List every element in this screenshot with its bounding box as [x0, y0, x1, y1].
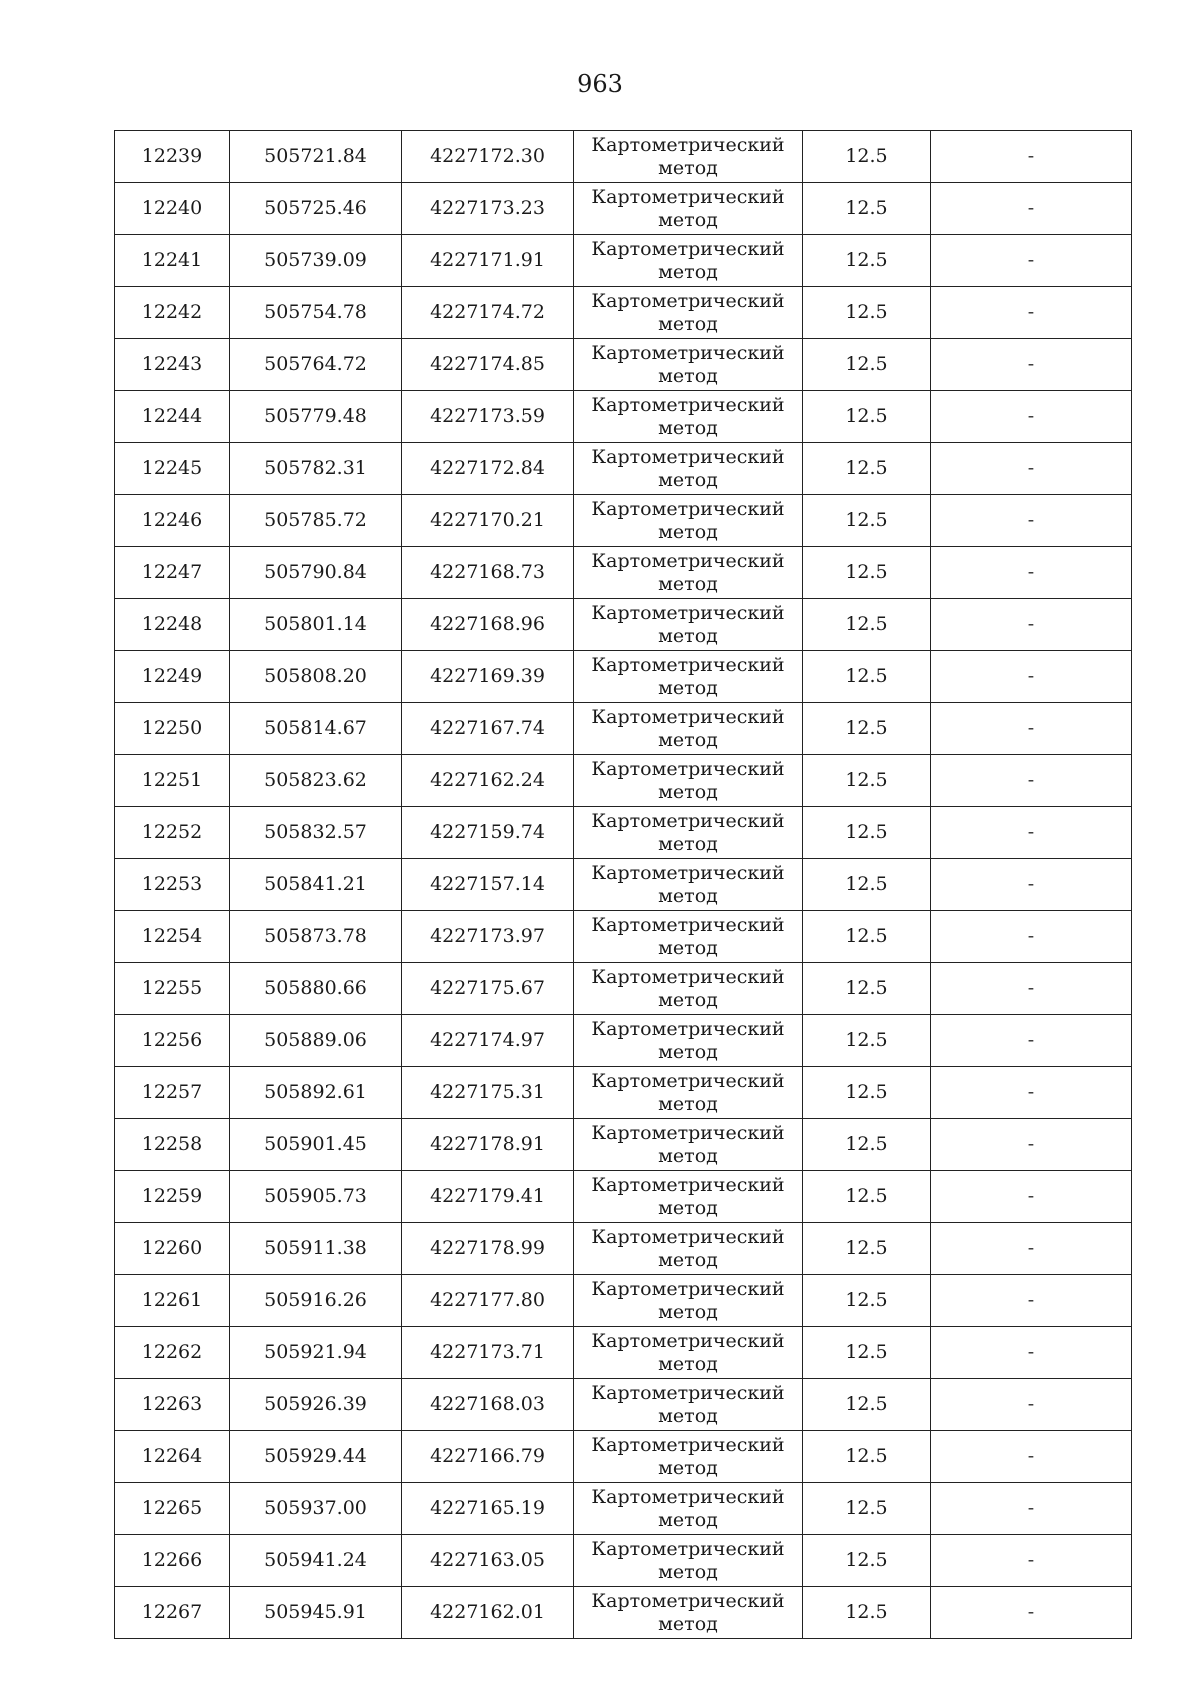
- x-coordinate-cell: 505937.00: [230, 1483, 402, 1535]
- accuracy-cell: 12.5: [803, 703, 931, 755]
- accuracy-cell: 12.5: [803, 1119, 931, 1171]
- y-coordinate-cell: 4227178.91: [402, 1119, 574, 1171]
- table-row: [115, 1587, 1132, 1639]
- accuracy-cell: 12.5: [803, 963, 931, 1015]
- x-coordinate-cell: 505808.20: [230, 651, 402, 703]
- table-row: [115, 183, 1132, 235]
- y-coordinate-cell: 4227167.74: [402, 703, 574, 755]
- method-text-line1: Картометрический: [591, 913, 785, 936]
- y-coordinate-cell: 4227162.01: [402, 1587, 574, 1639]
- method-cell: [574, 287, 803, 339]
- accuracy-cell: 12.5: [803, 1275, 931, 1327]
- point-id-cell: 12253: [115, 859, 230, 911]
- x-coordinate-cell: 505929.44: [230, 1431, 402, 1483]
- point-id-cell: 12261: [115, 1275, 230, 1327]
- table-row: [115, 807, 1132, 859]
- method-text-line1: Картометрический: [591, 1381, 785, 1404]
- note-cell: -: [931, 131, 1132, 183]
- x-coordinate-cell: 505779.48: [230, 391, 402, 443]
- point-id-cell: 12242: [115, 287, 230, 339]
- x-coordinate-cell: 505911.38: [230, 1223, 402, 1275]
- method-text-line2: метод: [658, 260, 718, 283]
- point-id-cell: 12263: [115, 1379, 230, 1431]
- method-text-line2: метод: [658, 1352, 718, 1375]
- method-cell: [574, 1327, 803, 1379]
- accuracy-cell: 12.5: [803, 495, 931, 547]
- note-cell: -: [931, 1587, 1132, 1639]
- y-coordinate-cell: 4227175.67: [402, 963, 574, 1015]
- note-cell: -: [931, 443, 1132, 495]
- y-coordinate-cell: 4227162.24: [402, 755, 574, 807]
- note-cell: -: [931, 339, 1132, 391]
- x-coordinate-cell: 505945.91: [230, 1587, 402, 1639]
- x-coordinate-cell: 505725.46: [230, 183, 402, 235]
- point-id-cell: 12240: [115, 183, 230, 235]
- point-id-cell: 12255: [115, 963, 230, 1015]
- method-cell: [574, 755, 803, 807]
- method-text-line2: метод: [658, 624, 718, 647]
- point-id-cell: 12239: [115, 131, 230, 183]
- accuracy-cell: 12.5: [803, 807, 931, 859]
- method-cell: [574, 1275, 803, 1327]
- y-coordinate-cell: 4227173.97: [402, 911, 574, 963]
- method-cell: [574, 963, 803, 1015]
- method-cell: [574, 807, 803, 859]
- y-coordinate-cell: 4227168.03: [402, 1379, 574, 1431]
- note-cell: -: [931, 1223, 1132, 1275]
- method-cell: [574, 911, 803, 963]
- x-coordinate-cell: 505814.67: [230, 703, 402, 755]
- x-coordinate-cell: 505892.61: [230, 1067, 402, 1119]
- point-id-cell: 12265: [115, 1483, 230, 1535]
- x-coordinate-cell: 505790.84: [230, 547, 402, 599]
- method-text-line1: Картометрический: [591, 1069, 785, 1092]
- table-row: [115, 1171, 1132, 1223]
- note-cell: -: [931, 1379, 1132, 1431]
- method-cell: [574, 1171, 803, 1223]
- y-coordinate-cell: 4227172.30: [402, 131, 574, 183]
- table-row: [115, 1483, 1132, 1535]
- note-cell: -: [931, 1119, 1132, 1171]
- point-id-cell: 12257: [115, 1067, 230, 1119]
- accuracy-cell: 12.5: [803, 1535, 931, 1587]
- method-text-line2: метод: [658, 1248, 718, 1271]
- method-text-line1: Картометрический: [591, 1277, 785, 1300]
- method-text-line1: Картометрический: [591, 705, 785, 728]
- x-coordinate-cell: 505841.21: [230, 859, 402, 911]
- point-id-cell: 12264: [115, 1431, 230, 1483]
- table-row: [115, 495, 1132, 547]
- table-row: [115, 1535, 1132, 1587]
- method-text-line1: Картометрический: [591, 653, 785, 676]
- method-text-line2: метод: [658, 676, 718, 699]
- note-cell: -: [931, 703, 1132, 755]
- y-coordinate-cell: 4227174.85: [402, 339, 574, 391]
- point-id-cell: 12244: [115, 391, 230, 443]
- table-row: [115, 1223, 1132, 1275]
- method-text-line2: метод: [658, 1300, 718, 1323]
- accuracy-cell: 12.5: [803, 287, 931, 339]
- method-cell: [574, 1015, 803, 1067]
- accuracy-cell: 12.5: [803, 1379, 931, 1431]
- accuracy-cell: 12.5: [803, 1327, 931, 1379]
- table-row: [115, 1379, 1132, 1431]
- x-coordinate-cell: 505764.72: [230, 339, 402, 391]
- method-cell: [574, 183, 803, 235]
- note-cell: -: [931, 1067, 1132, 1119]
- y-coordinate-cell: 4227178.99: [402, 1223, 574, 1275]
- note-cell: -: [931, 547, 1132, 599]
- accuracy-cell: 12.5: [803, 1223, 931, 1275]
- method-cell: [574, 651, 803, 703]
- table-row: [115, 131, 1132, 183]
- method-text-line1: Картометрический: [591, 237, 785, 260]
- method-text-line1: Картометрический: [591, 1433, 785, 1456]
- table-row: [115, 1327, 1132, 1379]
- x-coordinate-cell: 505905.73: [230, 1171, 402, 1223]
- method-text-line1: Картометрический: [591, 1589, 785, 1612]
- method-text-line2: метод: [658, 1196, 718, 1219]
- point-id-cell: 12267: [115, 1587, 230, 1639]
- note-cell: -: [931, 1431, 1132, 1483]
- accuracy-cell: 12.5: [803, 1171, 931, 1223]
- accuracy-cell: 12.5: [803, 1587, 931, 1639]
- note-cell: -: [931, 911, 1132, 963]
- x-coordinate-cell: 505801.14: [230, 599, 402, 651]
- accuracy-cell: 12.5: [803, 651, 931, 703]
- method-text-line1: Картометрический: [591, 133, 785, 156]
- y-coordinate-cell: 4227169.39: [402, 651, 574, 703]
- y-coordinate-cell: 4227163.05: [402, 1535, 574, 1587]
- x-coordinate-cell: 505785.72: [230, 495, 402, 547]
- method-cell: [574, 495, 803, 547]
- method-cell: [574, 443, 803, 495]
- method-text-line1: Картометрический: [591, 1225, 785, 1248]
- method-text-line1: Картометрический: [591, 289, 785, 312]
- point-id-cell: 12266: [115, 1535, 230, 1587]
- x-coordinate-cell: 505921.94: [230, 1327, 402, 1379]
- x-coordinate-cell: 505721.84: [230, 131, 402, 183]
- y-coordinate-cell: 4227173.23: [402, 183, 574, 235]
- page-number: 963: [577, 70, 623, 98]
- accuracy-cell: 12.5: [803, 859, 931, 911]
- y-coordinate-cell: 4227173.59: [402, 391, 574, 443]
- accuracy-cell: 12.5: [803, 1015, 931, 1067]
- method-text-line1: Картометрический: [591, 341, 785, 364]
- method-text-line2: метод: [658, 416, 718, 439]
- table-body: [115, 131, 1132, 1639]
- accuracy-cell: 12.5: [803, 1431, 931, 1483]
- table-row: [115, 1275, 1132, 1327]
- note-cell: -: [931, 287, 1132, 339]
- point-id-cell: 12250: [115, 703, 230, 755]
- method-text-line2: метод: [658, 936, 718, 959]
- method-cell: [574, 1067, 803, 1119]
- accuracy-cell: 12.5: [803, 183, 931, 235]
- table-row: [115, 911, 1132, 963]
- method-text-line1: Картометрический: [591, 1173, 785, 1196]
- table-row: [115, 963, 1132, 1015]
- method-cell: [574, 391, 803, 443]
- point-id-cell: 12258: [115, 1119, 230, 1171]
- method-text-line2: метод: [658, 1612, 718, 1635]
- x-coordinate-cell: 505782.31: [230, 443, 402, 495]
- method-text-line1: Картометрический: [591, 1121, 785, 1144]
- note-cell: -: [931, 963, 1132, 1015]
- method-text-line1: Картометрический: [591, 809, 785, 832]
- method-text-line1: Картометрический: [591, 1485, 785, 1508]
- method-text-line2: метод: [658, 988, 718, 1011]
- method-text-line1: Картометрический: [591, 601, 785, 624]
- method-cell: [574, 1223, 803, 1275]
- note-cell: -: [931, 859, 1132, 911]
- y-coordinate-cell: 4227174.72: [402, 287, 574, 339]
- table-row: [115, 443, 1132, 495]
- method-text-line2: метод: [658, 1040, 718, 1063]
- method-cell: [574, 1379, 803, 1431]
- point-id-cell: 12246: [115, 495, 230, 547]
- y-coordinate-cell: 4227157.14: [402, 859, 574, 911]
- accuracy-cell: 12.5: [803, 547, 931, 599]
- note-cell: -: [931, 1015, 1132, 1067]
- note-cell: -: [931, 1535, 1132, 1587]
- method-text-line1: Картометрический: [591, 1017, 785, 1040]
- accuracy-cell: 12.5: [803, 391, 931, 443]
- x-coordinate-cell: 505941.24: [230, 1535, 402, 1587]
- y-coordinate-cell: 4227166.79: [402, 1431, 574, 1483]
- x-coordinate-cell: 505739.09: [230, 235, 402, 287]
- method-text-line2: метод: [658, 312, 718, 335]
- method-cell: [574, 131, 803, 183]
- table-row: [115, 339, 1132, 391]
- x-coordinate-cell: 505889.06: [230, 1015, 402, 1067]
- x-coordinate-cell: 505880.66: [230, 963, 402, 1015]
- method-text-line2: метод: [658, 780, 718, 803]
- method-cell: [574, 339, 803, 391]
- note-cell: -: [931, 183, 1132, 235]
- table-row: [115, 651, 1132, 703]
- y-coordinate-cell: 4227177.80: [402, 1275, 574, 1327]
- method-text-line2: метод: [658, 1092, 718, 1115]
- note-cell: -: [931, 807, 1132, 859]
- accuracy-cell: 12.5: [803, 339, 931, 391]
- y-coordinate-cell: 4227159.74: [402, 807, 574, 859]
- table-row: [115, 703, 1132, 755]
- method-text-line2: метод: [658, 728, 718, 751]
- method-text-line1: Картометрический: [591, 497, 785, 520]
- x-coordinate-cell: 505901.45: [230, 1119, 402, 1171]
- note-cell: -: [931, 1483, 1132, 1535]
- coordinates-table: [114, 130, 1132, 1639]
- method-cell: [574, 1119, 803, 1171]
- y-coordinate-cell: 4227173.71: [402, 1327, 574, 1379]
- table-row: [115, 859, 1132, 911]
- method-text-line1: Картометрический: [591, 185, 785, 208]
- method-text-line1: Картометрический: [591, 445, 785, 468]
- method-cell: [574, 547, 803, 599]
- method-text-line1: Картометрический: [591, 549, 785, 572]
- note-cell: -: [931, 599, 1132, 651]
- method-text-line1: Картометрический: [591, 861, 785, 884]
- y-coordinate-cell: 4227174.97: [402, 1015, 574, 1067]
- method-text-line2: метод: [658, 1560, 718, 1583]
- y-coordinate-cell: 4227175.31: [402, 1067, 574, 1119]
- table-row: [115, 1431, 1132, 1483]
- table-row: [115, 599, 1132, 651]
- method-text-line2: метод: [658, 156, 718, 179]
- method-text-line1: Картометрический: [591, 393, 785, 416]
- method-text-line2: метод: [658, 572, 718, 595]
- table-row: [115, 235, 1132, 287]
- note-cell: -: [931, 1275, 1132, 1327]
- point-id-cell: 12262: [115, 1327, 230, 1379]
- table-row: [115, 1067, 1132, 1119]
- point-id-cell: 12247: [115, 547, 230, 599]
- note-cell: -: [931, 391, 1132, 443]
- method-text-line2: метод: [658, 1508, 718, 1531]
- method-cell: [574, 1587, 803, 1639]
- x-coordinate-cell: 505873.78: [230, 911, 402, 963]
- note-cell: -: [931, 651, 1132, 703]
- accuracy-cell: 12.5: [803, 1483, 931, 1535]
- method-cell: [574, 1483, 803, 1535]
- method-text-line1: Картометрический: [591, 1537, 785, 1560]
- point-id-cell: 12254: [115, 911, 230, 963]
- point-id-cell: 12259: [115, 1171, 230, 1223]
- method-text-line2: метод: [658, 1456, 718, 1479]
- x-coordinate-cell: 505926.39: [230, 1379, 402, 1431]
- method-cell: [574, 703, 803, 755]
- table-row: [115, 391, 1132, 443]
- accuracy-cell: 12.5: [803, 235, 931, 287]
- x-coordinate-cell: 505832.57: [230, 807, 402, 859]
- point-id-cell: 12245: [115, 443, 230, 495]
- method-cell: [574, 859, 803, 911]
- method-text-line2: метод: [658, 832, 718, 855]
- point-id-cell: 12256: [115, 1015, 230, 1067]
- x-coordinate-cell: 505754.78: [230, 287, 402, 339]
- point-id-cell: 12241: [115, 235, 230, 287]
- method-text-line2: метод: [658, 208, 718, 231]
- method-cell: [574, 235, 803, 287]
- accuracy-cell: 12.5: [803, 599, 931, 651]
- accuracy-cell: 12.5: [803, 755, 931, 807]
- method-text-line1: Картометрический: [591, 1329, 785, 1352]
- accuracy-cell: 12.5: [803, 1067, 931, 1119]
- y-coordinate-cell: 4227179.41: [402, 1171, 574, 1223]
- y-coordinate-cell: 4227165.19: [402, 1483, 574, 1535]
- accuracy-cell: 12.5: [803, 131, 931, 183]
- y-coordinate-cell: 4227168.96: [402, 599, 574, 651]
- note-cell: -: [931, 1171, 1132, 1223]
- accuracy-cell: 12.5: [803, 443, 931, 495]
- note-cell: -: [931, 1327, 1132, 1379]
- method-text-line2: метод: [658, 1404, 718, 1427]
- accuracy-cell: 12.5: [803, 911, 931, 963]
- y-coordinate-cell: 4227172.84: [402, 443, 574, 495]
- method-text-line1: Картометрический: [591, 965, 785, 988]
- y-coordinate-cell: 4227168.73: [402, 547, 574, 599]
- method-text-line2: метод: [658, 468, 718, 491]
- x-coordinate-cell: 505823.62: [230, 755, 402, 807]
- point-id-cell: 12260: [115, 1223, 230, 1275]
- point-id-cell: 12243: [115, 339, 230, 391]
- point-id-cell: 12249: [115, 651, 230, 703]
- method-cell: [574, 1535, 803, 1587]
- y-coordinate-cell: 4227171.91: [402, 235, 574, 287]
- point-id-cell: 12248: [115, 599, 230, 651]
- table-row: [115, 1015, 1132, 1067]
- x-coordinate-cell: 505916.26: [230, 1275, 402, 1327]
- table-row: [115, 287, 1132, 339]
- method-cell: [574, 599, 803, 651]
- table-row: [115, 547, 1132, 599]
- method-cell: [574, 1431, 803, 1483]
- note-cell: -: [931, 755, 1132, 807]
- note-cell: -: [931, 235, 1132, 287]
- method-text-line2: метод: [658, 884, 718, 907]
- table-row: [115, 755, 1132, 807]
- method-text-line1: Картометрический: [591, 757, 785, 780]
- method-text-line2: метод: [658, 364, 718, 387]
- method-text-line2: метод: [658, 1144, 718, 1167]
- method-text-line2: метод: [658, 520, 718, 543]
- point-id-cell: 12252: [115, 807, 230, 859]
- note-cell: -: [931, 495, 1132, 547]
- point-id-cell: 12251: [115, 755, 230, 807]
- y-coordinate-cell: 4227170.21: [402, 495, 574, 547]
- table-row: [115, 1119, 1132, 1171]
